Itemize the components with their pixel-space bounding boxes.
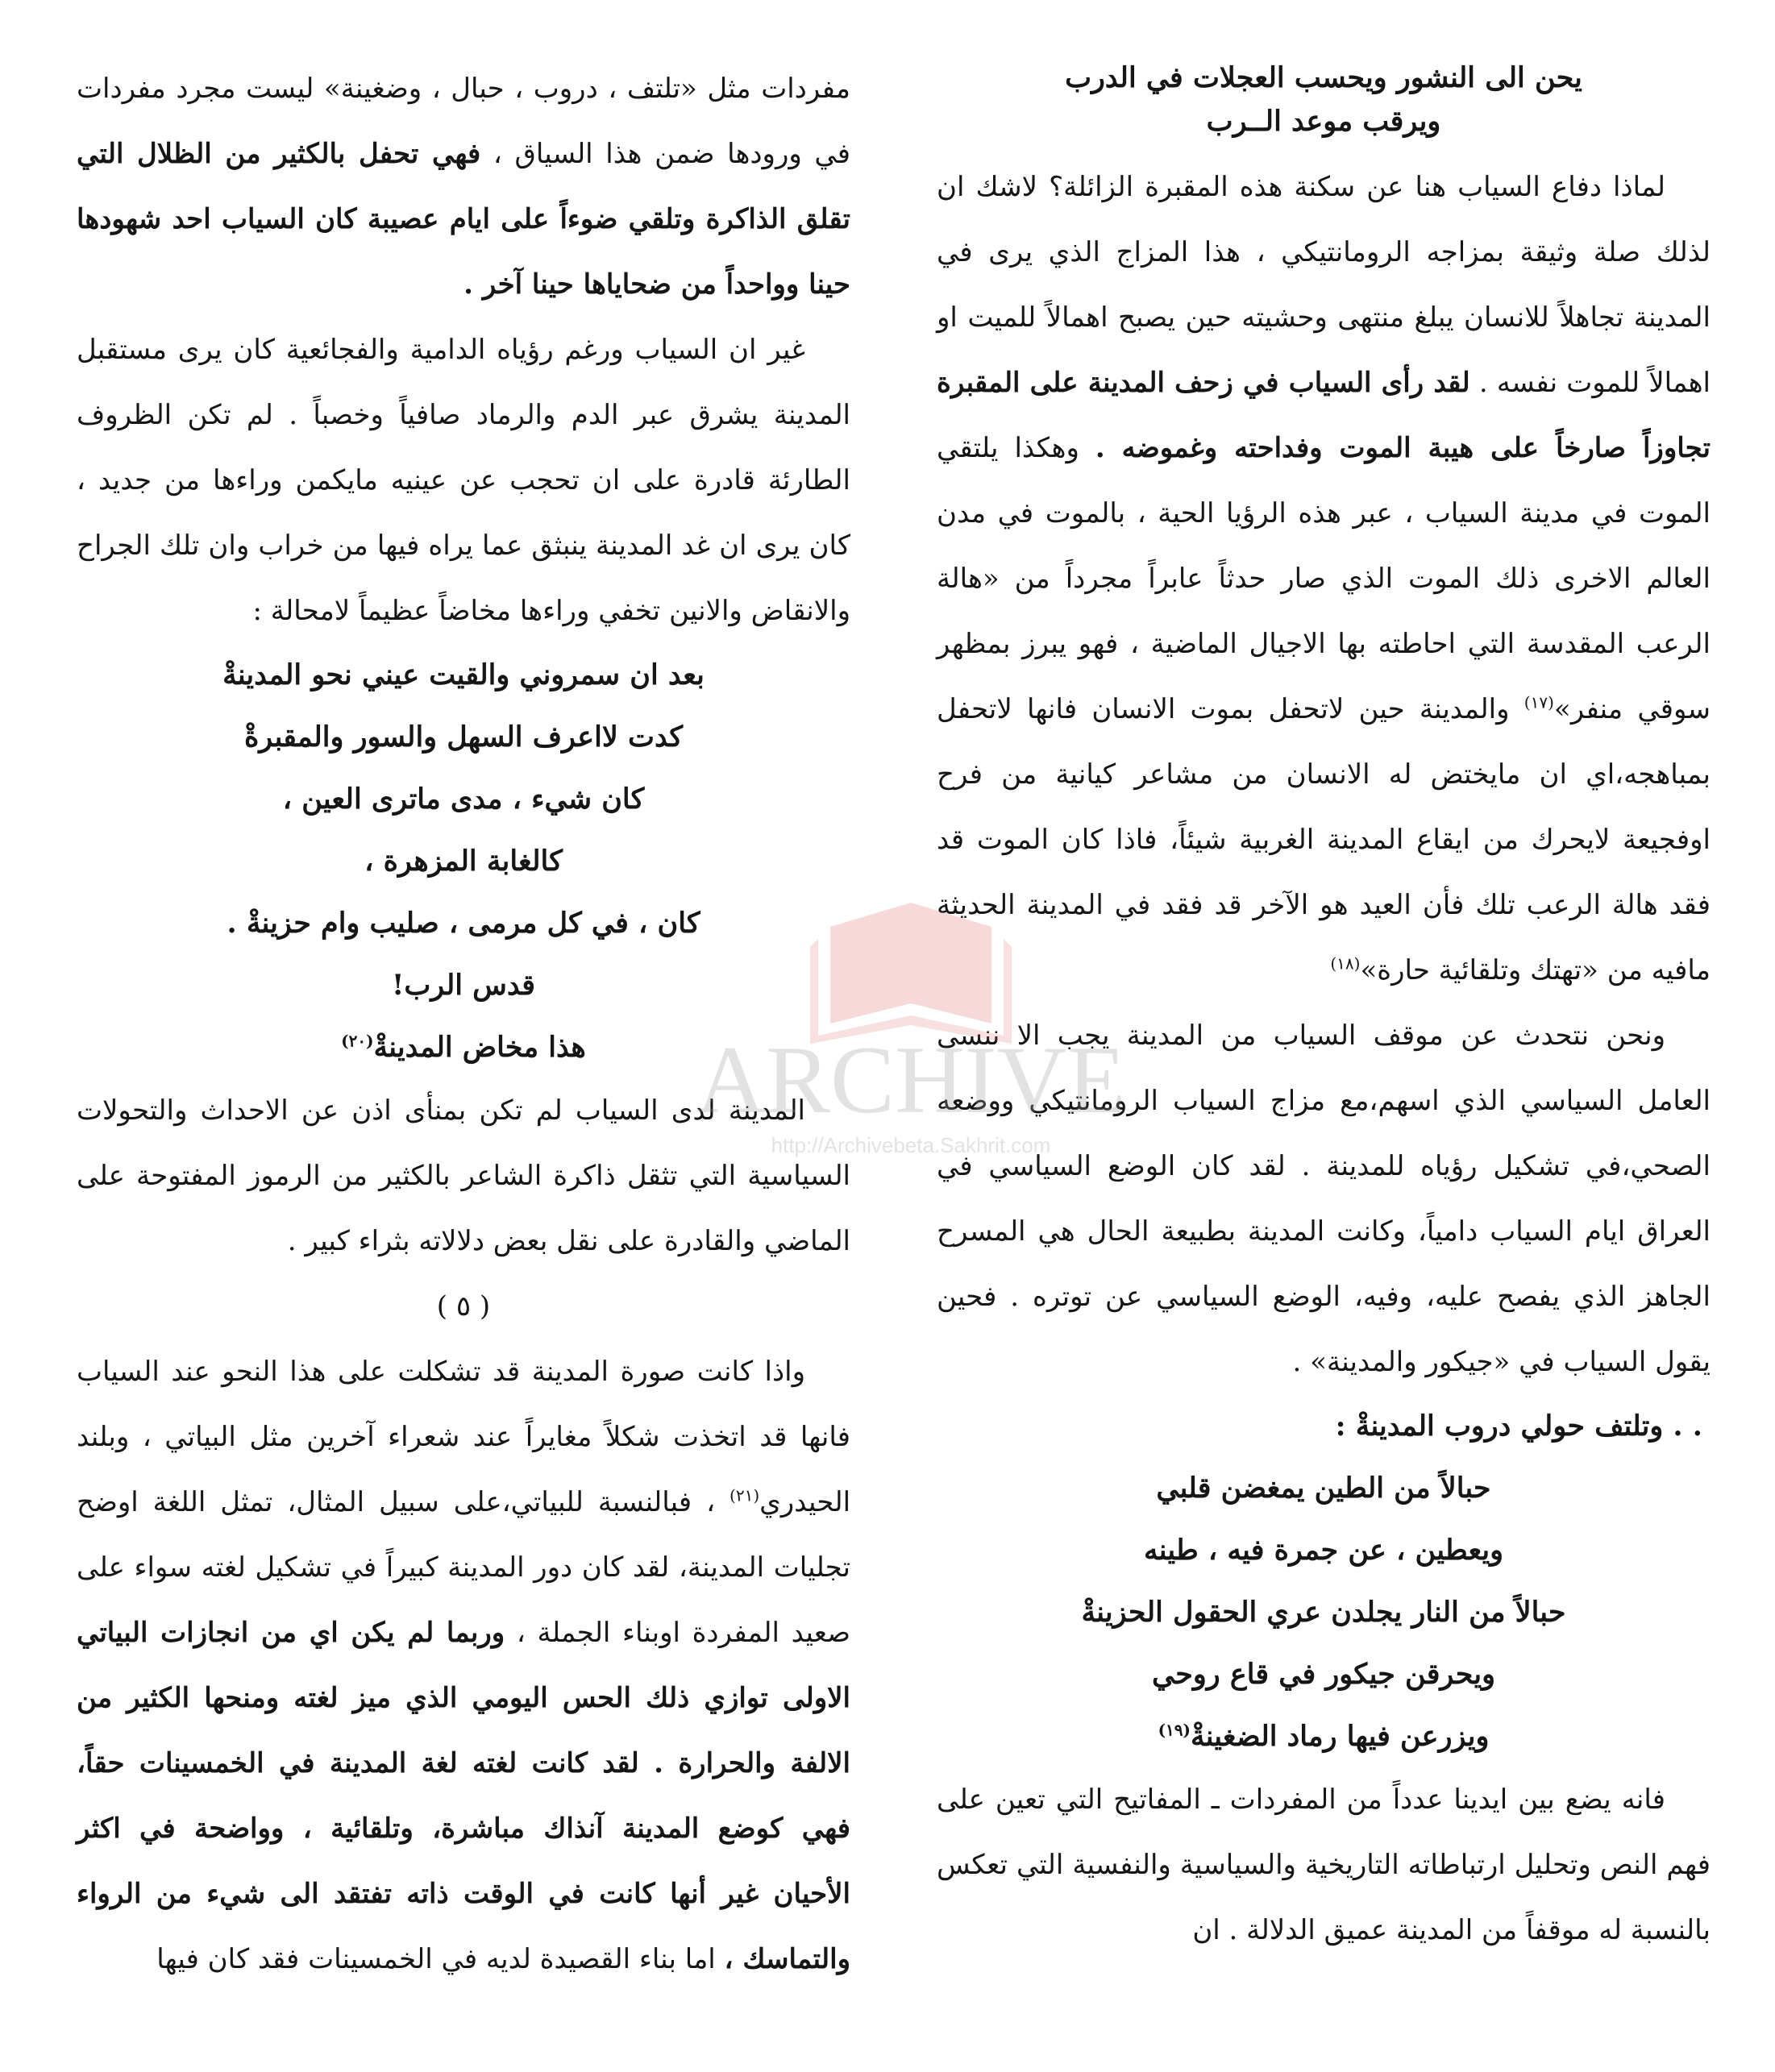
paragraph: غير ان السياب ورغم رؤياه الدامية والفجائعية كان يرى مستقبل المدينة يشرق عبر الدم والرماد صافياً وخصباً . لم تكن الظروف الطارئة قادرة على ان تحجب عن عينيه مايكمن وراءها من جديد ، كان يرى ان غد المدينة ينبثق عما يراه فيها من خراب وان تلك الجراح والانقاض والانين تخفي وراءها مخاضاً عظيماً لامحالة : [77,334,850,627]
left-column [77,56,850,1992]
paragraph: ونحن نتحدث عن موقف السياب من المدينة يجب الا ننسى العامل السياسي الذي اسهم،مع مزاج السياب الرومانتيكي ووضعه الصحي،في تشكيل رؤياه للمدينة . لقد كان الوضع السياسي في العراق ايام السياب دامياً، وكانت المدينة بطبيعة الحال هي المسرح الجاهز الذي يفصح عليه، وفيه، الوضع السياسي عن توتره . فحين يقول السياب في «جيكور والمدينة» . [937,1019,1711,1378]
poem-line: قدس الرب! [391,969,536,1002]
poem-block [937,1395,1711,1767]
text-span: وهكذا يلتقي الموت في مدينة السياب ، عبر هذه الرؤيا الحية ، بالموت في مدن العالم الاخرى ذلك الموت الذي صار حدثاً عابراً مجرداً من «هالة الرعب المقدسة التي احاطته بها الاجيال الماضية ، فهو يبرز بمظهر سوقي منفر» [937,432,1711,725]
poem-line: كدت لااعرف السهل والسور والمقبرةْ [243,720,684,754]
bold-text: فهي تحفل بالكثير من الظلال التي تقلق الذاكرة وتلقي ضوءاً على ايام عصيبة كان السياب احد شهودها حينا وواحداً من ضحاياها حينا آخر . [77,138,850,301]
poem-block [77,644,850,1078]
text-span: ، فبالنسبة للبياتي،على سبيل المثال، تمثل اللغة اوضح تجليات المدينة، لقد كان دور المدينة كبيراً في تشكيل لغته سواء على صعيد المفردة اوبناء الجملة ، [77,1486,850,1649]
section-number: ( ٥ ) [436,1290,491,1323]
right-column [937,56,1711,1963]
heading-line-1: يحن الى النشور ويحسب العجلات في الدرب [1065,61,1582,94]
text-span: لماذا دفاع السياب هنا عن سكنة هذه المقبرة الزائلة؟ لاشك ان لذلك صلة وثيقة بمزاجه الرومانتيكي ، هذا المزاج الذي يرى في المدينة تجاهلاً للانسان يبلغ منتهى وحشيته حين يصبح اهمالاً للميت او اهمالاً للموت نفسه . [937,171,1711,399]
section-heading [937,56,1711,143]
footnote-ref: (٢١) [730,1485,760,1505]
poem-line: كان شيء ، مدى ماترى العين ، [282,783,645,816]
poem-line-text: هذا مخاض المدينةْ [373,1031,586,1064]
poem-line-text: ويزرعن فيها رماد الضغينةْ [1190,1720,1490,1753]
paragraph [77,56,850,318]
watermark-text: ARCHIVE [696,1026,1126,1133]
heading-line-2: ويرقب موعد الــرب [1206,105,1441,138]
bold-text: لقد رأى السياب في زحف المدينة على المقبرة تجاوزاً صارخاً على هيبة الموت وفداحته وغموضه . [937,367,1711,464]
watermark-url: http://Archivebeta.Sakhrit.com [771,1133,1051,1157]
poem-line: كان ، في كل مرمى ، صليب وام حزينةْ . [227,907,700,940]
footnote-ref: (٢٠) [341,1031,374,1051]
poem-line: كالغابة المزهرة ، [364,845,563,878]
text-span: اما بناء القصيدة لديه في الخمسينات فقد كان فيها [156,1943,716,1975]
paragraph [937,155,1711,1003]
paragraph: المدينة لدى السياب لم تكن بمنأى اذن عن الاحداث والتحولات السياسية التي تثقل ذاكرة الشاعر بالكثير من الرموز المفتوحة على الماضي والقادرة على نقل بعض دلالاته بثراء كبير . [77,1094,850,1257]
poem-line: ويعطين ، عن جمرة فيه ، طينه [1144,1534,1503,1567]
poem-line [937,1705,1711,1767]
text-span: مفردات مثل «تلتف ، دروب ، حبال ، وضغينة» ليست مجرد مفردات في ورودها ضمن هذا السياق ، [77,73,851,170]
poem-line: . . وتلتف حولي دروب المدينةْ : [1335,1410,1702,1443]
footnote-ref: (١٨) [1330,953,1361,974]
poem-line: حبالاً من النار يجلدن عري الحقول الحزينةْ [1081,1596,1566,1629]
footnote-ref: (١٩) [1158,1720,1191,1740]
bold-text: وربما لم يكن اي من انجازات البياتي الاولى توازي ذلك الحس اليومي الذي ميز لغته ومنحها الكثير من الالفة والحرارة . لقد كانت لغته لغة المدينة في الخمسينات حقاً، فهي كوضع المدينة آنذاك مباشرة، وتلقائية ، وواضحة في اكثر الأحيان غير أنها كانت في الوقت ذاته تفتقد الى شيء من الرواء والتماسك ، [77,1617,850,1975]
poem-line [77,1016,850,1078]
text-span: والمدينة حين لاتحفل بموت الانسان فانها لاتحفل بمباهجه،اي ان مايختض له الانسان من مشاعر كيانية من فرح اوفجيعة لايحرك من ايقاع المدينة الغربية شيئاً، فاذا كان الموت قد فقد هالة الرعب تلك فأن العيد هو الآخر قد فقد في المدينة الحديثة مافيه من «تهتك وتلقائية حارة» [937,693,1711,986]
paragraph [77,1339,850,1992]
text-span: واذا كانت صورة المدينة قد تشكلت على هذا النحو عند السياب فانها قد اتخذت شكلاً مغايراً عند شعراء آخرين مثل البياتي ، وبلند الحيدري [77,1356,851,1518]
poem-line: حبالاً من الطين يمغضن قلبي [1156,1472,1491,1505]
poem-line: ويحرقن جيكور في قاع روحي [1152,1658,1495,1691]
footnote-ref: (١٧) [1524,692,1554,712]
paragraph: فانه يضع بين ايدينا عدداً من المفردات ـ المفاتيح التي تعين على فهم النص وتحليل ارتباطاته التاريخية والسياسية والنفسية التي تعكس بالنسبة له موقفاً من المدينة عميق الدلالة . ان [937,1783,1711,1946]
poem-line: بعد ان سمروني والقيت عيني نحو المدينةْ [222,658,705,691]
